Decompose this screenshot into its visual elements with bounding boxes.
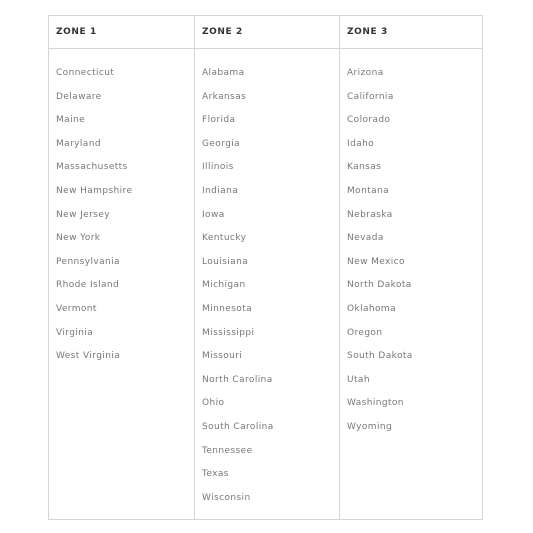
state-item: Connecticut	[56, 68, 115, 78]
state-item: Ohio	[202, 398, 225, 409]
zone-3-state-list	[340, 49, 482, 443]
state-item: Texas	[202, 469, 229, 480]
state-item: Utah	[347, 374, 370, 385]
state-item: South Dakota	[347, 351, 413, 362]
state-item: Massachusetts	[56, 162, 128, 173]
state-item: Virginia	[56, 327, 94, 338]
state-item: West Virginia	[56, 351, 121, 362]
zone-table	[48, 15, 483, 520]
state-item: Indiana	[202, 185, 239, 196]
state-item: Vermont	[56, 303, 97, 314]
state-item: Pennsylvania	[56, 256, 120, 267]
zone-2-state-list	[195, 49, 339, 513]
state-item: Nevada	[347, 233, 384, 244]
state-item: Maryland	[56, 138, 101, 149]
zone-3-header: ZONE 3	[340, 16, 482, 49]
state-item: Nebraska	[347, 209, 393, 220]
state-item: Colorado	[347, 115, 391, 126]
state-item: Iowa	[202, 209, 225, 220]
zone-1-state-list	[49, 49, 194, 372]
state-item: Alabama	[202, 68, 245, 78]
zone-3-column	[339, 16, 482, 519]
state-item: Rhode Island	[56, 280, 120, 291]
state-item: Georgia	[202, 138, 241, 149]
state-item: North Dakota	[347, 280, 412, 291]
state-item: Kansas	[347, 162, 382, 173]
zone-1-header: ZONE 1	[49, 16, 194, 49]
zone-2-column	[194, 16, 339, 519]
state-item: Florida	[202, 115, 236, 126]
state-item: Idaho	[347, 138, 375, 149]
state-item: New Jersey	[56, 209, 110, 220]
state-item: Washington	[347, 398, 404, 409]
zone-2-header: ZONE 2	[195, 16, 339, 49]
state-item: Minnesota	[202, 303, 253, 314]
state-item: Illinois	[202, 162, 234, 173]
state-item: Oregon	[347, 327, 383, 338]
state-item: Wyoming	[347, 421, 393, 432]
state-item: Delaware	[56, 91, 102, 102]
state-item: North Carolina	[202, 374, 273, 385]
state-item: Mississippi	[202, 327, 255, 338]
state-item: Louisiana	[202, 256, 249, 267]
state-item: South Carolina	[202, 421, 274, 432]
state-item: Arizona	[347, 68, 384, 78]
state-item: New Hampshire	[56, 185, 133, 196]
state-item: New York	[56, 233, 101, 244]
state-item: Kentucky	[202, 233, 247, 244]
state-item: Wisconsin	[202, 492, 251, 503]
state-item: Maine	[56, 115, 86, 126]
state-item: California	[347, 91, 394, 102]
state-item: Tennessee	[202, 445, 253, 456]
state-item: Arkansas	[202, 91, 247, 102]
state-item: Missouri	[202, 351, 243, 362]
state-item: New Mexico	[347, 256, 405, 267]
zone-1-column	[49, 16, 194, 519]
state-item: Oklahoma	[347, 303, 397, 314]
state-item: Michigan	[202, 280, 246, 291]
state-item: Montana	[347, 185, 390, 196]
